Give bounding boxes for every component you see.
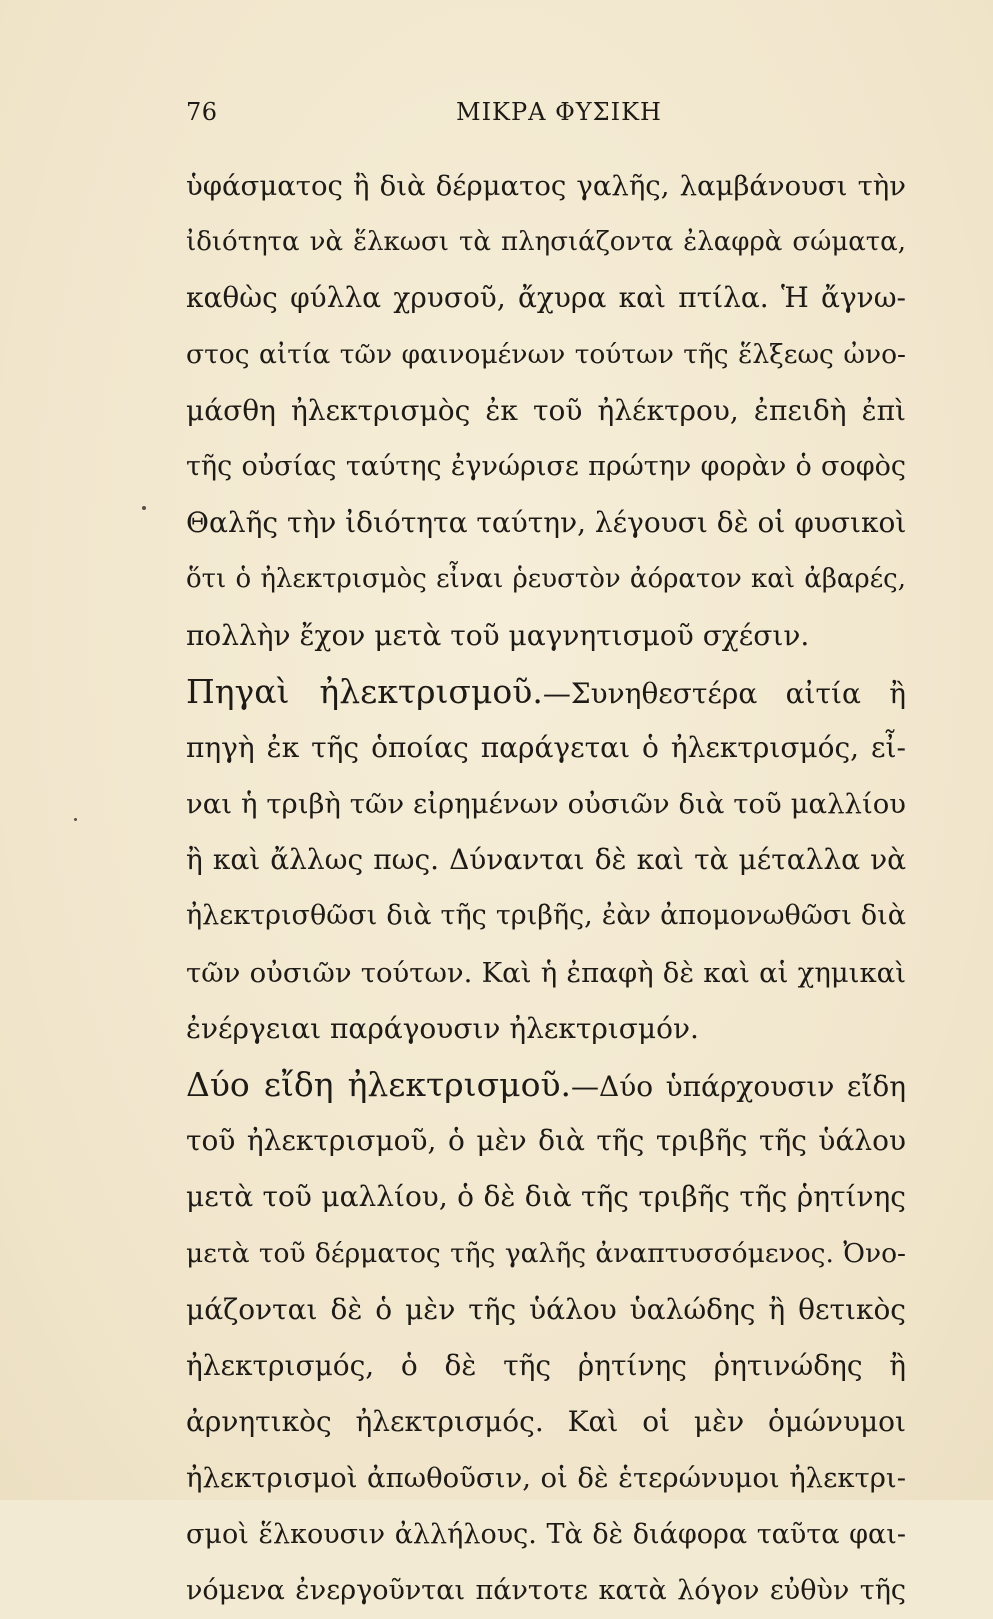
text-line: στος αἰτία τῶν φαινομένων τούτων τῆς ἕλξεως ὠνο-	[186, 338, 906, 370]
text-line: τῶν οὐσιῶν τούτων. Καὶ ἡ ἐπαφὴ δὲ καὶ αἱ χημικαὶ	[186, 956, 906, 989]
text-line: τῆς οὐσίας ταύτης ἐγνώρισε πρώτην φορὰν ὁ σοφὸς	[186, 450, 906, 482]
section-heading-line: Δύο εἴδη ἠλεκτρισμοῦ.—Δύο ὑπάρχουσιν εἴδη	[186, 1065, 906, 1104]
text-line: μάζονται δὲ ὁ μὲν τῆς ὑάλου ὑαλώδης ἢ θετικὸς	[186, 1292, 906, 1326]
text-line: ἰδιότητα νὰ ἕλκωσι τὰ πλησιάζοντα ἐλαφρὰ σώματα,	[186, 227, 906, 258]
section-heading: Πηγαὶ ἠλεκτρισμοῦ.	[186, 671, 543, 711]
text-line: ἀρνητικὸς ἠλεκτρισμός. Καὶ οἱ μὲν ὁμώνυμοι	[186, 1405, 906, 1439]
paper-speck	[74, 818, 77, 821]
section-heading: Δύο εἴδη ἠλεκτρισμοῦ.	[186, 1065, 572, 1104]
text-line: ἠλεκτρισμοὶ ἀπωθοῦσιν, οἱ δὲ ἑτερώνυμοι ἠλεκτρι-	[186, 1462, 906, 1495]
paper-speck	[142, 506, 146, 510]
page-number: 76	[186, 98, 218, 126]
text-line: νόμενα ἐνεργοῦνται πάντοτε κατὰ λόγον εὐθὺν τῆς	[186, 1574, 906, 1606]
text-line: ναι ἡ τριβὴ τῶν εἰρημένων οὐσιῶν διὰ τοῦ μαλλίου	[186, 788, 906, 821]
text-line: ἐνέργειαι παράγουσιν ἠλεκτρισμόν.	[186, 1011, 699, 1045]
text-line: ὅτι ὁ ἠλεκτρισμὸς εἶναι ῥευστὸν ἀόρατον καὶ ἀβαρές,	[186, 564, 906, 595]
text-line: τοῦ ἠλεκτρισμοῦ, ὁ μὲν διὰ τῆς τριβῆς τῆς ὑάλου	[186, 1124, 906, 1158]
text-line: ἠλεκτρισμός, ὁ δὲ τῆς ῥητίνης ῥητινώδης ἢ	[186, 1348, 906, 1382]
text-line: σμοὶ ἕλκουσιν ἀλλήλους. Τὰ δὲ διάφορα ταῦτα φαι-	[186, 1518, 906, 1550]
body-text	[186, 158, 906, 1619]
section-heading-line: Πηγαὶ ἠλεκτρισμοῦ.—Συνηθεστέρα αἰτία ἢ	[186, 671, 906, 711]
text-line: ὑφάσματος ἢ διὰ δέρματος γαλῆς, λαμβάνουσι τὴν	[186, 170, 906, 202]
text-line: μετὰ τοῦ μαλλίου, ὁ δὲ διὰ τῆς τριβῆς τῆς ῥητίνης	[186, 1180, 906, 1214]
text-line: μάσθη ἠλεκτρισμὸς ἐκ τοῦ ἠλέκτρου, ἐπειδὴ ἐπὶ	[186, 393, 906, 427]
text-line: πηγὴ ἐκ τῆς ὁποίας παράγεται ὁ ἠλεκτρισμός, εἶ-	[186, 730, 906, 764]
text-line: καθὼς φύλλα χρυσοῦ, ἄχυρα καὶ πτίλα. Ἡ ἄγνω-	[186, 281, 906, 315]
text-line: μετὰ τοῦ δέρματος τῆς γαλῆς ἀναπτυσσόμενος. Ὀνο-	[186, 1237, 906, 1269]
text-line: ἠλεκτρισθῶσι διὰ τῆς τριβῆς, ἐὰν ἀπομονωθῶσι διὰ	[186, 900, 906, 932]
text-line: Θαλῆς τὴν ἰδιότητα ταύτην, λέγουσι δὲ οἱ φυσικοὶ	[186, 506, 906, 540]
page-header	[186, 98, 906, 138]
running-title: ΜΙΚΡΑ ΦΥΣΙΚΗ	[456, 98, 662, 126]
text-line: πολλὴν ἔχον μετὰ τοῦ μαγνητισμοῦ σχέσιν.	[186, 618, 810, 652]
text-line: ἢ καὶ ἄλλως πως. Δύνανται δὲ καὶ τὰ μέταλλα νὰ	[186, 843, 906, 877]
